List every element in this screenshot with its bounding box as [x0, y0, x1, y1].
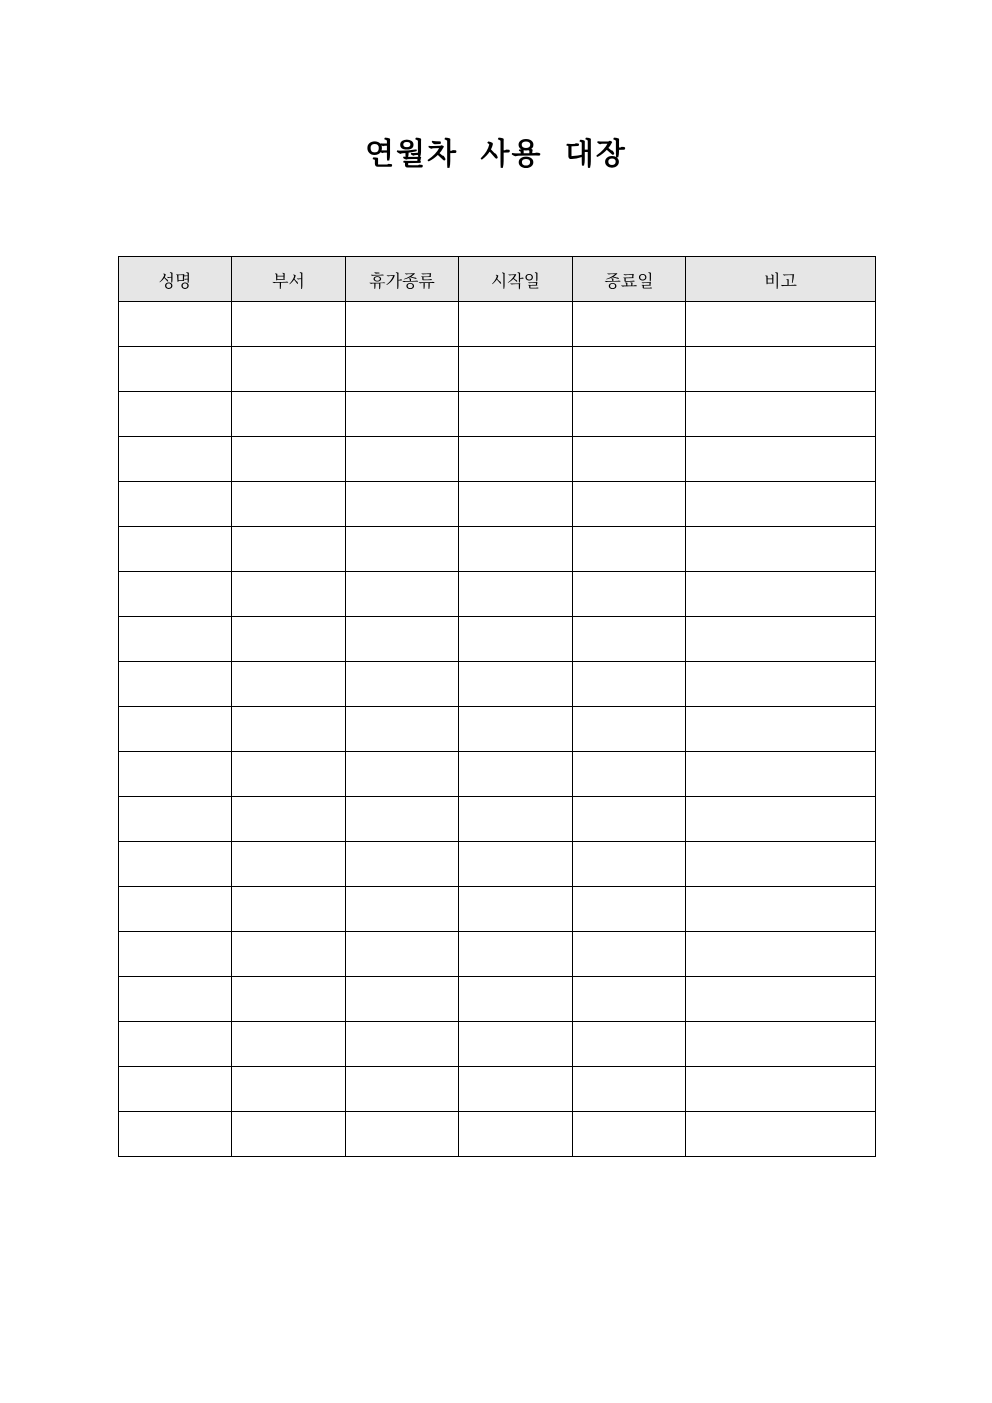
cell-end-date[interactable] — [573, 437, 686, 482]
cell-remarks[interactable] — [686, 842, 876, 887]
cell-name[interactable] — [119, 932, 232, 977]
table-row — [119, 302, 876, 347]
cell-start-date[interactable] — [459, 572, 573, 617]
cell-leave-type[interactable] — [346, 932, 459, 977]
cell-remarks[interactable] — [686, 707, 876, 752]
cell-end-date[interactable] — [573, 1022, 686, 1067]
cell-name[interactable] — [119, 842, 232, 887]
cell-leave-type[interactable] — [346, 662, 459, 707]
cell-leave-type[interactable] — [346, 347, 459, 392]
cell-end-date[interactable] — [573, 977, 686, 1022]
table-body — [119, 302, 876, 1157]
table-row — [119, 797, 876, 842]
header-start-date: 시작일 — [459, 257, 573, 302]
cell-remarks[interactable] — [686, 662, 876, 707]
cell-start-date[interactable] — [459, 347, 573, 392]
cell-department[interactable] — [232, 707, 346, 752]
cell-end-date[interactable] — [573, 707, 686, 752]
cell-department[interactable] — [232, 572, 346, 617]
cell-leave-type[interactable] — [346, 887, 459, 932]
cell-department[interactable] — [232, 1067, 346, 1112]
cell-end-date[interactable] — [573, 1067, 686, 1112]
cell-end-date[interactable] — [573, 932, 686, 977]
cell-department[interactable] — [232, 482, 346, 527]
cell-name[interactable] — [119, 347, 232, 392]
table-row — [119, 1112, 876, 1157]
cell-end-date[interactable] — [573, 617, 686, 662]
cell-start-date[interactable] — [459, 1112, 573, 1157]
cell-leave-type[interactable] — [346, 302, 459, 347]
cell-name[interactable] — [119, 752, 232, 797]
cell-name[interactable] — [119, 887, 232, 932]
table-row — [119, 527, 876, 572]
cell-name[interactable] — [119, 1067, 232, 1112]
cell-department[interactable] — [232, 1022, 346, 1067]
cell-end-date[interactable] — [573, 797, 686, 842]
cell-department[interactable] — [232, 392, 346, 437]
cell-end-date[interactable] — [573, 347, 686, 392]
cell-start-date[interactable] — [459, 302, 573, 347]
table-row — [119, 662, 876, 707]
cell-end-date[interactable] — [573, 842, 686, 887]
cell-name[interactable] — [119, 977, 232, 1022]
cell-department[interactable] — [232, 347, 346, 392]
cell-leave-type[interactable] — [346, 482, 459, 527]
cell-remarks[interactable] — [686, 977, 876, 1022]
table-row — [119, 617, 876, 662]
cell-department[interactable] — [232, 662, 346, 707]
cell-remarks[interactable] — [686, 752, 876, 797]
cell-leave-type[interactable] — [346, 617, 459, 662]
cell-department[interactable] — [232, 977, 346, 1022]
cell-leave-type[interactable] — [346, 392, 459, 437]
cell-name[interactable] — [119, 1022, 232, 1067]
header-department: 부서 — [232, 257, 346, 302]
cell-department[interactable] — [232, 527, 346, 572]
cell-remarks[interactable] — [686, 932, 876, 977]
cell-leave-type[interactable] — [346, 1067, 459, 1112]
table-row — [119, 482, 876, 527]
table-row — [119, 842, 876, 887]
table-row — [119, 752, 876, 797]
cell-department[interactable] — [232, 617, 346, 662]
cell-end-date[interactable] — [573, 302, 686, 347]
table-row — [119, 347, 876, 392]
cell-name[interactable] — [119, 527, 232, 572]
cell-leave-type[interactable] — [346, 707, 459, 752]
cell-start-date[interactable] — [459, 797, 573, 842]
cell-remarks[interactable] — [686, 617, 876, 662]
cell-name[interactable] — [119, 392, 232, 437]
cell-leave-type[interactable] — [346, 797, 459, 842]
cell-remarks[interactable] — [686, 887, 876, 932]
cell-end-date[interactable] — [573, 527, 686, 572]
cell-name[interactable] — [119, 482, 232, 527]
table-row — [119, 392, 876, 437]
table-row — [119, 887, 876, 932]
header-leave-type: 휴가종류 — [346, 257, 459, 302]
cell-department[interactable] — [232, 842, 346, 887]
table-row — [119, 707, 876, 752]
cell-department[interactable] — [232, 887, 346, 932]
cell-start-date[interactable] — [459, 707, 573, 752]
page-title: 연월차 사용 대장 — [365, 137, 627, 172]
table-row — [119, 1067, 876, 1112]
cell-department[interactable] — [232, 797, 346, 842]
cell-name[interactable] — [119, 302, 232, 347]
cell-name[interactable] — [119, 797, 232, 842]
header-end-date: 종료일 — [573, 257, 686, 302]
cell-remarks[interactable] — [686, 527, 876, 572]
cell-start-date[interactable] — [459, 437, 573, 482]
cell-start-date[interactable] — [459, 752, 573, 797]
table-row — [119, 437, 876, 482]
cell-department[interactable] — [232, 752, 346, 797]
cell-start-date[interactable] — [459, 527, 573, 572]
cell-end-date[interactable] — [573, 392, 686, 437]
cell-name[interactable] — [119, 617, 232, 662]
cell-name[interactable] — [119, 662, 232, 707]
cell-leave-type[interactable] — [346, 977, 459, 1022]
cell-department[interactable] — [232, 302, 346, 347]
cell-start-date[interactable] — [459, 1022, 573, 1067]
table-row — [119, 932, 876, 977]
cell-remarks[interactable] — [686, 572, 876, 617]
cell-start-date[interactable] — [459, 1067, 573, 1112]
cell-department[interactable] — [232, 1112, 346, 1157]
cell-end-date[interactable] — [573, 482, 686, 527]
cell-start-date[interactable] — [459, 932, 573, 977]
cell-start-date[interactable] — [459, 842, 573, 887]
table-row — [119, 572, 876, 617]
cell-leave-type[interactable] — [346, 572, 459, 617]
leave-usage-table — [118, 256, 876, 1157]
cell-leave-type[interactable] — [346, 437, 459, 482]
cell-remarks[interactable] — [686, 1112, 876, 1157]
cell-remarks[interactable] — [686, 347, 876, 392]
cell-remarks[interactable] — [686, 482, 876, 527]
cell-remarks[interactable] — [686, 797, 876, 842]
cell-remarks[interactable] — [686, 1022, 876, 1067]
cell-end-date[interactable] — [573, 752, 686, 797]
cell-name[interactable] — [119, 437, 232, 482]
cell-name[interactable] — [119, 572, 232, 617]
cell-start-date[interactable] — [459, 977, 573, 1022]
cell-end-date[interactable] — [573, 662, 686, 707]
header-name: 성명 — [119, 257, 232, 302]
cell-remarks[interactable] — [686, 1067, 876, 1112]
cell-leave-type[interactable] — [346, 752, 459, 797]
cell-remarks[interactable] — [686, 392, 876, 437]
header-remarks: 비고 — [686, 257, 876, 302]
cell-remarks[interactable] — [686, 437, 876, 482]
cell-end-date[interactable] — [573, 572, 686, 617]
cell-department[interactable] — [232, 932, 346, 977]
cell-leave-type[interactable] — [346, 842, 459, 887]
cell-start-date[interactable] — [459, 887, 573, 932]
cell-name[interactable] — [119, 1112, 232, 1157]
cell-end-date[interactable] — [573, 1112, 686, 1157]
table-row — [119, 1022, 876, 1067]
cell-leave-type[interactable] — [346, 1112, 459, 1157]
cell-leave-type[interactable] — [346, 527, 459, 572]
cell-name[interactable] — [119, 707, 232, 752]
cell-remarks[interactable] — [686, 302, 876, 347]
cell-leave-type[interactable] — [346, 1022, 459, 1067]
cell-start-date[interactable] — [459, 662, 573, 707]
cell-start-date[interactable] — [459, 617, 573, 662]
table-row — [119, 977, 876, 1022]
cell-department[interactable] — [232, 437, 346, 482]
table-header-row — [119, 257, 876, 302]
cell-start-date[interactable] — [459, 392, 573, 437]
cell-end-date[interactable] — [573, 887, 686, 932]
cell-start-date[interactable] — [459, 482, 573, 527]
